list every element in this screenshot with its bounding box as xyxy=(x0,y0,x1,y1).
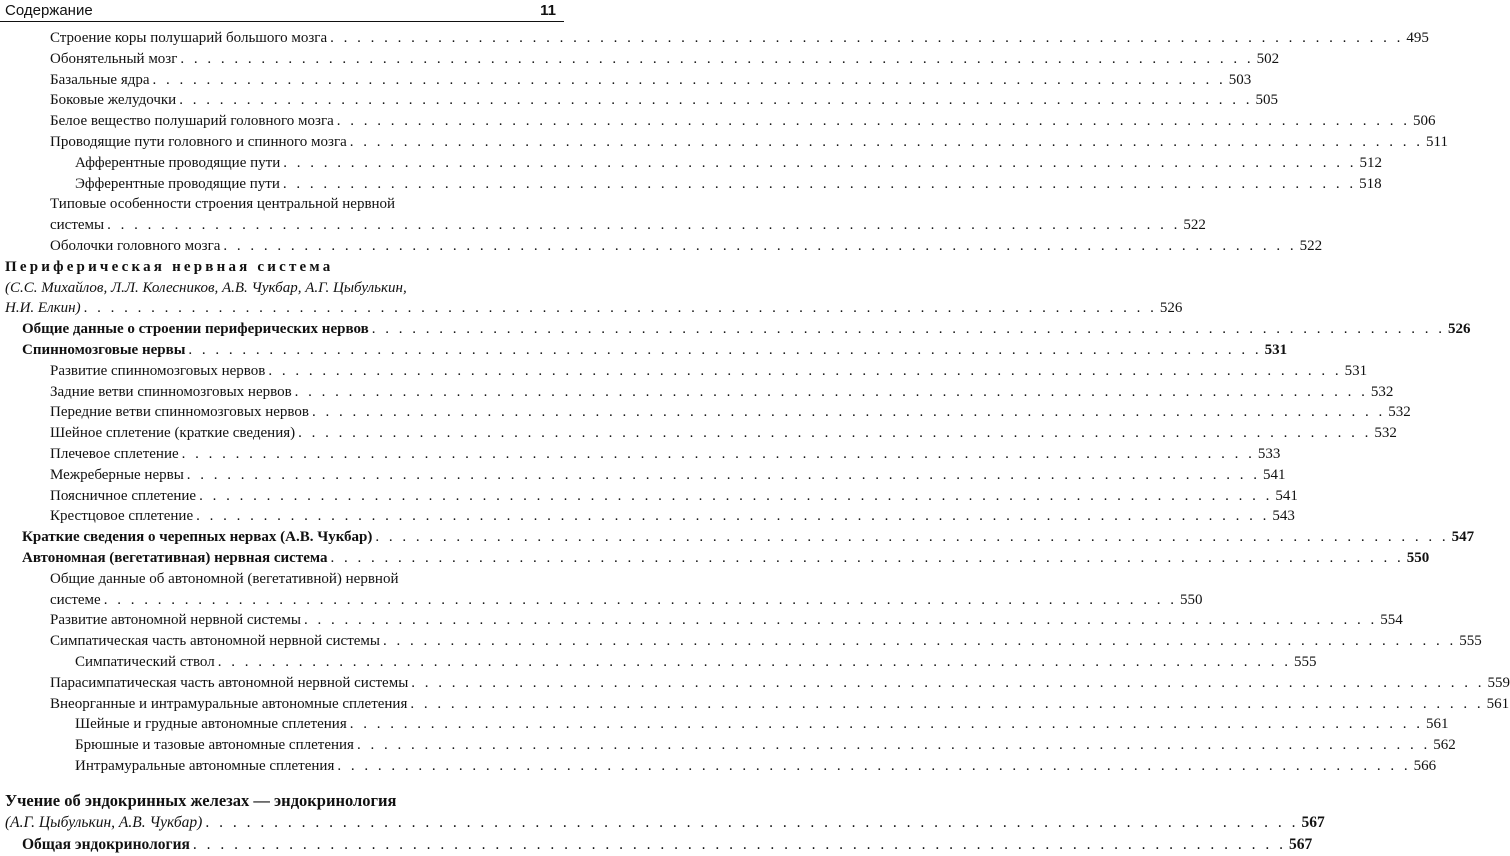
toc-entry-title: Симпатический ствол xyxy=(75,654,215,670)
leader-dots: . . . . . . . . . . . . . . . . . . . . . . . . . . . . . . . . . . . . . . . . . . . . . . . . . . . . . . . . . . . . . . . . . . . . . . . . . . . . . . . . xyxy=(294,384,1368,400)
toc-entry xyxy=(0,790,564,812)
toc-entry-page: 559 xyxy=(1487,675,1510,691)
leader-dots: . . . . . . . . . . . . . . . . . . . . . . . . . . . . . . . . . . . . . . . . . . . . . . . . . . . . . . . . . . . . . . . . . . . . . . . . . . . . . . . . xyxy=(330,550,1404,566)
leader-dots: . . . . . . . . . . . . . . . . . . . . . . . . . . . . . . . . . . . . . . . . . . . . . . . . . . . . . . . . . . . . . . . . . . . . . . . . . . . . . . . . xyxy=(336,113,1411,129)
toc-entry-page: 495 xyxy=(1406,30,1429,46)
leader-dots: . . . . . . . . . . . . . . . . . . . . . . . . . . . . . . . . . . . . . . . . . . . . . . . . . . . . . . . . . . . . . . . . . . . . . . . . . . . . . . . . xyxy=(304,612,1378,628)
leader-dots: . . . . . . . . . . . . . . . . . . . . . . . . . . . . . . . . . . . . . . . . . . . . . . . . . . . . . . . . . . . . . . . . . . . . . . . . . . . . . . . . xyxy=(107,217,1181,233)
toc-entry-page: 561 xyxy=(1425,716,1449,732)
toc-entry-page: 533 xyxy=(1257,446,1281,462)
toc-entry-page: 550 xyxy=(1406,550,1430,566)
toc-entry-page: 526 xyxy=(1159,300,1183,316)
toc-entry-title: Интрамуральные автономные сплетения xyxy=(75,758,335,774)
toc-entry-page: 502 xyxy=(1256,51,1280,67)
toc-entry-title: Внеорганные и интрамуральные автономные сплетения xyxy=(50,696,408,712)
running-title: Содержание xyxy=(5,2,93,19)
toc-entry xyxy=(0,756,1437,776)
toc-entry-title: Общие данные о строении периферических нервов xyxy=(22,321,369,337)
toc-entry-title: Передние ветви спинномозговых нервов xyxy=(50,404,309,420)
leader-dots: . . . . . . . . . . . . . . . . . . . . . . . . . . . . . . . . . . . . . . . . . . . . . . . . . . . . . . . . . . . . . . . . . . . . . . . . . . . . . . . . xyxy=(282,176,1357,192)
leader-dots: . . . . . . . . . . . . . . . . . . . . . . . . . . . . . . . . . . . . . . . . . . . . . . . . . . . . . . . . . . . . . . . . . . . . . . . . . . . . . . . . xyxy=(356,737,1431,753)
toc-entry-title: Шейные и грудные автономные сплетения xyxy=(75,716,347,732)
toc-entry-page: 566 xyxy=(1413,758,1437,774)
toc-entry-title: системы xyxy=(50,217,105,233)
toc-entry-page: 555 xyxy=(1459,633,1482,649)
toc-entry-title: Белое вещество полушарий головного мозга xyxy=(50,113,334,129)
leader-dots: . . . . . . . . . . . . . . . . . . . . . . . . . . . . . . . . . . . . . . . . . . . . . . . . . . . . . . . . . . . . . . . . . . . . . . . . . . . . . . . . xyxy=(268,363,1342,379)
toc-entry xyxy=(0,153,1382,173)
toc-entry xyxy=(0,673,1510,693)
toc-entry-title: Задние ветви спинномозговых нервов xyxy=(50,384,292,400)
leader-dots: . . . . . . . . . . . . . . . . . . . . . . . . . . . . . . . . . . . . . . . . . . . . . . . . . . . . . . . . . . . . . . . . . . . . . . . . . . . . . . . . xyxy=(411,675,1485,691)
toc-entry xyxy=(0,444,1281,464)
toc-entry-title: Автономная (вегетативная) нервная система xyxy=(22,550,328,566)
toc-entry xyxy=(0,402,1411,422)
toc-entry-title: Общие данные об автономной (вегетативной) нервной xyxy=(50,571,399,587)
leader-dots: . . . . . . . . . . . . . . . . . . . . . . . . . . . . . . . . . . . . . . . . . . . . . . . . . . . . . . . . . . . . . . . . . . . . . . . . . . . . . . . . xyxy=(152,72,1226,88)
toc-entry-title: Строение коры полушарий большого мозга xyxy=(50,30,328,46)
toc-entry xyxy=(0,812,1325,834)
leader-dots: . . . . . . . . . . . . . . . . . . . . . . . . . . . . . . . . . . . . . . . . . . . . . . . . . . . . . . . . . . . . . . . . . . . . . . . . . . . . . . . . xyxy=(196,508,1270,524)
leader-dots: . . . . . . . . . . . . . . . . . . . . . . . . . . . . . . . . . . . . . . . . . . . . . . . . . . . . . . . . . . . . . . . . . . . . . . . . . . . . . . . . xyxy=(298,425,1372,441)
leader-dots: . . . . . . . . . . . . . . . . . . . . . . . . . . . . . . . . . . . . . . . . . . . . . . . . . . . . . . . . . . . . . . . . . . . . . . . . . . . . . . . . xyxy=(371,321,1445,337)
leader-dots: . . . . . . . . . . . . . . . . . . . . . . . . . . . . . . . . . . . . . . . . . . . . . . . . . . . . . . . . . . . . . . . . . . . . . . . . . . . . . . . . xyxy=(192,836,1287,853)
toc-entry xyxy=(0,610,1403,630)
leader-dots: . . . . . . . . . . . . . . . . . . . . . . . . . . . . . . . . . . . . . . . . . . . . . . . . . . . . . . . . . . . . . . . . . . . . . . . . . . . . . . . . xyxy=(188,342,1262,358)
leader-dots: . . . . . . . . . . . . . . . . . . . . . . . . . . . . . . . . . . . . . . . . . . . . . . . . . . . . . . . . . . . . . . . . . . . . . . . . . . . . . . . . xyxy=(83,300,1157,316)
toc-entry xyxy=(0,735,1456,755)
toc-entry-title: Афферентные проводящие пути xyxy=(75,155,281,171)
toc-entry xyxy=(0,28,1429,48)
leader-dots: . . . . . . . . . . . . . . . . . . . . . . . . . . . . . . . . . . . . . . . . . . . . . . . . . . . . . . . . . . . . . . . . . . . . . . . . . . . . . . . . xyxy=(337,758,1411,774)
leader-dots: . . . . . . . . . . . . . . . . . . . . . . . . . . . . . . . . . . . . . . . . . . . . . . . . . . . . . . . . . . . . . . . . . . . . . . . . . . . . . . . . xyxy=(217,654,1291,670)
toc-entry-page: 561 xyxy=(1486,696,1510,712)
leader-dots: . . . . . . . . . . . . . . . . . . . . . . . . . . . . . . . . . . . . . . . . . . . . . . . . . . . . . . . . . . . . . . . . . . . . . . . . . . . . . . . . xyxy=(330,30,1404,46)
leader-dots: . . . . . . . . . . . . . . . . . . . . . . . . . . . . . . . . . . . . . . . . . . . . . . . . . . . . . . . . . . . . . . . . . . . . . . . . . . . . . . . . xyxy=(179,92,1253,108)
toc-entry-page: 562 xyxy=(1433,737,1456,753)
toc-entry xyxy=(0,486,1298,506)
toc-entry-page: 554 xyxy=(1380,612,1403,628)
toc-entry-title: Краткие сведения о черепных нервах (А.В. Чукбар) xyxy=(22,529,373,545)
toc-entry xyxy=(0,340,1288,360)
toc-entry-title: Н.И. Елкин) xyxy=(5,300,81,316)
toc-entry xyxy=(0,49,1280,69)
toc-entry-title: Периферическая нервная система xyxy=(5,259,334,275)
toc-entry-page: 567 xyxy=(1301,814,1325,831)
toc-entry xyxy=(0,278,564,298)
toc-entry-title: Брюшные и тазовые автономные сплетения xyxy=(75,737,354,753)
toc-entry-page: 518 xyxy=(1359,176,1382,192)
toc-entry-page: 531 xyxy=(1344,363,1368,379)
toc-entry xyxy=(0,590,1203,610)
leader-dots: . . . . . . . . . . . . . . . . . . . . . . . . . . . . . . . . . . . . . . . . . . . . . . . . . . . . . . . . . . . . . . . . . . . . . . . . . . . . . . . . xyxy=(382,633,1457,649)
toc-entry-page: 550 xyxy=(1179,592,1203,608)
toc-entry xyxy=(0,423,1397,443)
toc-entry-title: Типовые особенности строения центральной нервной xyxy=(50,196,396,212)
toc-entry xyxy=(0,70,1252,90)
toc-entry-title: Плечевое сплетение xyxy=(50,446,179,462)
leader-dots: . . . . . . . . . . . . . . . . . . . . . . . . . . . . . . . . . . . . . . . . . . . . . . . . . . . . . . . . . . . . . . . . . . . . . . . . . . . . . . . . xyxy=(375,529,1449,545)
toc-entry-title: (С.С. Михайлов, Л.Л. Колесников, А.В. Чукбар, А.Г. Цыбулькин, xyxy=(5,280,407,296)
leader-dots: . . . . . . . . . . . . . . . . . . . . . . . . . . . . . . . . . . . . . . . . . . . . . . . . . . . . . . . . . . . . . . . . . . . . . . . . . . . . . . . . xyxy=(180,51,1254,67)
toc-entry-title: Развитие спинномозговых нервов xyxy=(50,363,266,379)
toc-entry-page: 541 xyxy=(1275,488,1298,504)
toc-entry-page: 567 xyxy=(1289,836,1313,853)
toc-entry-title: Оболочки головного мозга xyxy=(50,238,221,254)
leader-dots: . . . . . . . . . . . . . . . . . . . . . . . . . . . . . . . . . . . . . . . . . . . . . . . . . . . . . . . . . . . . . . . . . . . . . . . . . . . . . . . . xyxy=(311,404,1386,420)
toc-entry-title: Общая эндокринология xyxy=(22,836,190,853)
toc-entry-page: 532 xyxy=(1370,384,1394,400)
leader-dots: . . . . . . . . . . . . . . . . . . . . . . . . . . . . . . . . . . . . . . . . . . . . . . . . . . . . . . . . . . . . . . . . . . . . . . . . . . . . . . . . xyxy=(205,814,1299,831)
toc-entry xyxy=(0,548,1430,568)
toc-entry-page: 547 xyxy=(1451,529,1475,545)
toc-entry-title: Шейное сплетение (краткие сведения) xyxy=(50,425,296,441)
toc-entry-page: 531 xyxy=(1264,342,1288,358)
toc-entry-page: 522 xyxy=(1183,217,1206,233)
leader-dots: . . . . . . . . . . . . . . . . . . . . . . . . . . . . . . . . . . . . . . . . . . . . . . . . . . . . . . . . . . . . . . . . . . . . . . . . . . . . . . . . xyxy=(349,134,1424,150)
toc-entry-title: (А.Г. Цыбулькин, А.В. Чукбар) xyxy=(5,814,203,831)
toc-entry-page: 503 xyxy=(1228,72,1252,88)
toc-entry-title: системе xyxy=(50,592,101,608)
toc-entry xyxy=(0,257,564,277)
toc-entry xyxy=(0,298,1183,318)
toc-entry xyxy=(0,361,1368,381)
toc-entry xyxy=(0,714,1449,734)
toc-entry-page: 522 xyxy=(1299,238,1323,254)
leader-dots: . . . . . . . . . . . . . . . . . . . . . . . . . . . . . . . . . . . . . . . . . . . . . . . . . . . . . . . . . . . . . . . . . . . . . . . . . . . . . . . . xyxy=(223,238,1297,254)
toc-entry xyxy=(0,465,1286,485)
toc-entry xyxy=(0,111,1436,131)
toc-entry-page: 532 xyxy=(1374,425,1397,441)
toc-entry-page: 543 xyxy=(1272,508,1295,524)
toc-entry xyxy=(0,834,1313,856)
toc-entry xyxy=(0,652,1317,672)
toc-entry-title: Поясничное сплетение xyxy=(50,488,197,504)
toc-entry-title: Учение об эндокринных железах — эндокринология xyxy=(5,791,397,810)
toc-entry-title: Боковые желудочки xyxy=(50,92,177,108)
toc-entry-title: Межреберные нервы xyxy=(50,467,184,483)
page-number: 11 xyxy=(540,2,556,19)
toc-entry xyxy=(0,194,564,214)
toc-entry-title: Проводящие пути головного и спинного мозга xyxy=(50,134,347,150)
toc-entry xyxy=(0,694,1510,714)
toc-entry xyxy=(0,319,1471,339)
toc-entry-title: Эфферентные проводящие пути xyxy=(75,176,280,192)
leader-dots: . . . . . . . . . . . . . . . . . . . . . . . . . . . . . . . . . . . . . . . . . . . . . . . . . . . . . . . . . . . . . . . . . . . . . . . . . . . . . . . . xyxy=(199,488,1273,504)
toc-entry-title: Крестцовое сплетение xyxy=(50,508,194,524)
leader-dots: . . . . . . . . . . . . . . . . . . . . . . . . . . . . . . . . . . . . . . . . . . . . . . . . . . . . . . . . . . . . . . . . . . . . . . . . . . . . . . . . xyxy=(186,467,1261,483)
leader-dots: . . . . . . . . . . . . . . . . . . . . . . . . . . . . . . . . . . . . . . . . . . . . . . . . . . . . . . . . . . . . . . . . . . . . . . . . . . . . . . . . xyxy=(283,155,1357,171)
toc-entry-page: 532 xyxy=(1388,404,1411,420)
toc-entry xyxy=(0,506,1295,526)
toc-entry xyxy=(0,569,564,589)
leader-dots: . . . . . . . . . . . . . . . . . . . . . . . . . . . . . . . . . . . . . . . . . . . . . . . . . . . . . . . . . . . . . . . . . . . . . . . . . . . . . . . . xyxy=(410,696,1484,712)
toc-entry-title: Базальные ядра xyxy=(50,72,150,88)
leader-dots: . . . . . . . . . . . . . . . . . . . . . . . . . . . . . . . . . . . . . . . . . . . . . . . . . . . . . . . . . . . . . . . . . . . . . . . . . . . . . . . . xyxy=(181,446,1255,462)
toc-entry xyxy=(0,90,1278,110)
toc-entry xyxy=(0,132,1448,152)
toc-entry xyxy=(0,382,1394,402)
toc-entry-title: Симпатическая часть автономной нервной системы xyxy=(50,633,380,649)
toc-entry xyxy=(0,215,1206,235)
toc-entry-page: 555 xyxy=(1293,654,1317,670)
toc-entry-page: 505 xyxy=(1255,92,1278,108)
toc-entry xyxy=(0,174,1382,194)
toc-entry xyxy=(0,236,1323,256)
toc-entry xyxy=(0,527,1475,547)
toc-entry-title: Развитие автономной нервной системы xyxy=(50,612,301,628)
toc-entry-page: 512 xyxy=(1359,155,1382,171)
leader-dots: . . . . . . . . . . . . . . . . . . . . . . . . . . . . . . . . . . . . . . . . . . . . . . . . . . . . . . . . . . . . . . . . . . . . . . . . . . . . . . . . xyxy=(349,716,1423,732)
toc-entry-page: 541 xyxy=(1263,467,1286,483)
toc-entry-title: Спинномозговые нервы xyxy=(22,342,186,358)
toc-entry-title: Парасимпатическая часть автономной нервной системы xyxy=(50,675,409,691)
leader-dots: . . . . . . . . . . . . . . . . . . . . . . . . . . . . . . . . . . . . . . . . . . . . . . . . . . . . . . . . . . . . . . . . . . . . . . . . . . . . . . . . xyxy=(103,592,1177,608)
toc-entry-title: Обонятельный мозг xyxy=(50,51,178,67)
toc-entry-page: 506 xyxy=(1413,113,1436,129)
toc-entry xyxy=(0,631,1482,651)
toc-entry-page: 511 xyxy=(1426,134,1448,150)
toc-entry-page: 526 xyxy=(1447,321,1471,337)
